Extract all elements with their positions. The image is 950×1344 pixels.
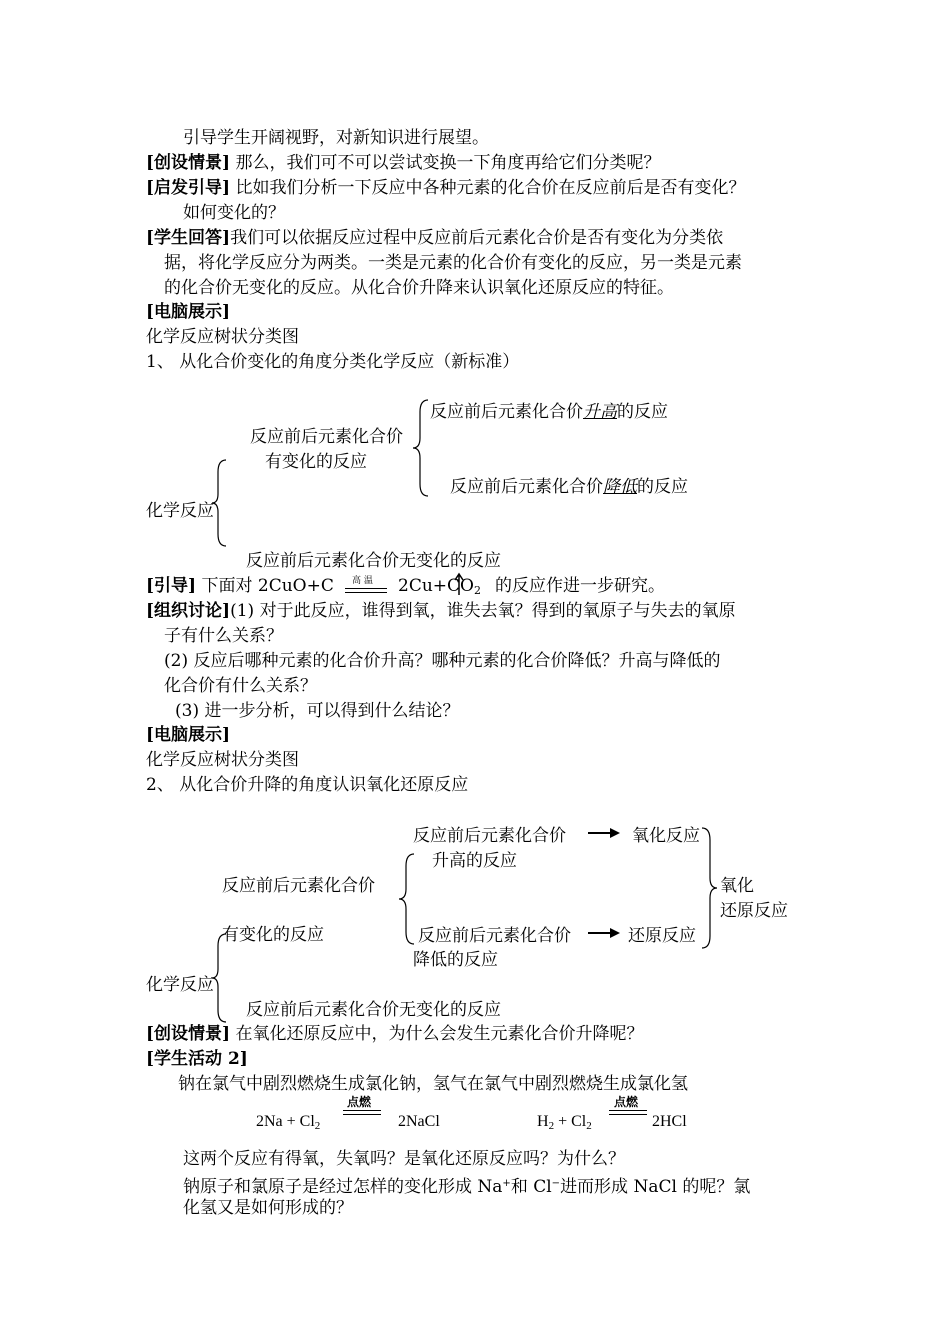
guide-question xyxy=(146,176,746,200)
equals-line xyxy=(345,588,387,589)
activity-question-3: 化氢又是如何形成的？ xyxy=(183,1198,353,1218)
discussion-q1: (1) 对于此反应，谁得到氧，谁失去氧？得到的氧原子与失去的氧原 xyxy=(230,601,736,621)
arrow-right-icon xyxy=(588,926,622,940)
guide-question-cont: 如何变化的？ xyxy=(183,203,285,223)
gas-arrow-icon xyxy=(454,572,464,596)
equals-line xyxy=(609,1110,647,1111)
tree1-changed-2: 有变化的反应 xyxy=(265,452,367,472)
equation-1-product: 2NaCl xyxy=(398,1113,440,1130)
q2-part-a: 钠原子和氯原子是经过怎样的变化形成 Na xyxy=(183,1177,503,1197)
scene-line xyxy=(146,151,661,175)
section-tag: [引导] xyxy=(146,576,197,596)
guide-tail: 的反应作进一步研究。 xyxy=(495,576,665,596)
brace-icon xyxy=(700,826,720,950)
q2-part-c: 进而形成 NaCl 的呢？氯 xyxy=(560,1177,751,1197)
tree2-down-2: 降低的反应 xyxy=(413,950,498,970)
tree1-root: 化学反应 xyxy=(146,501,214,521)
equation-2-h: H xyxy=(537,1113,549,1130)
tree1-changed: 反应前后元素化合价 xyxy=(250,427,403,447)
tree1-unchanged: 反应前后元素化合价无变化的反应 xyxy=(246,551,501,571)
section-tag: [组织讨论] xyxy=(146,601,231,621)
activity-question-2 xyxy=(183,1172,750,1199)
tree1-up xyxy=(430,400,668,424)
student-answer-text: 我们可以依据反应过程中反应前后元素化合价是否有变化为分类依 xyxy=(230,228,724,248)
guide-pre: 下面对 2CuO+C xyxy=(201,576,334,596)
subscript: 2 xyxy=(473,584,481,597)
brace-icon xyxy=(412,398,432,498)
equals-line xyxy=(343,1110,381,1111)
superscript: − xyxy=(551,1178,561,1189)
activity-question-1: 这两个反应有得氧，失氧吗？是氧化还原反应吗？为什么？ xyxy=(183,1149,625,1169)
tree2-unchanged: 反应前后元素化合价无变化的反应 xyxy=(246,1000,501,1020)
equals-line xyxy=(343,1114,381,1115)
section-tag: [启发引导] xyxy=(146,178,231,198)
intro-line: 引导学生开阔视野，对新知识进行展望。 xyxy=(183,128,489,148)
tree-title: 化学反应树状分类图 xyxy=(146,327,299,347)
tree2-changed: 反应前后元素化合价 xyxy=(222,876,375,896)
tree2-redox: 氧化 xyxy=(720,876,754,896)
tree2-down: 反应前后元素化合价 xyxy=(418,926,571,946)
tree2-title: 化学反应树状分类图 xyxy=(146,750,299,770)
equation-1-condition: 点燃 xyxy=(347,1095,372,1109)
section-tag: [学生活动 2] xyxy=(146,1049,248,1069)
tree2-up: 反应前后元素化合价 xyxy=(413,826,566,846)
tree1-down-a: 反应前后元素化合价 xyxy=(450,477,603,497)
tree2-redox-2: 还原反应 xyxy=(720,901,788,921)
section-tag: [创设情景] xyxy=(146,153,231,173)
guide-question-text: 比如我们分析一下反应中各种元素的化合价在反应前后是否有变化？ xyxy=(235,178,746,198)
equation-2-product: 2HCl xyxy=(652,1113,687,1130)
equals-line xyxy=(609,1114,647,1115)
discussion-line xyxy=(146,599,736,623)
student-answer-cont1: 据，将化学反应分为两类。一类是元素的化合价有变化的反应，另一类是元素 xyxy=(164,253,742,273)
equation-1-left xyxy=(256,1110,320,1138)
discussion-q1-cont: 子有什么关系？ xyxy=(164,626,283,646)
tree2-root: 化学反应 xyxy=(146,975,214,995)
tree1-down-b: 的反应 xyxy=(637,477,688,497)
student-answer-cont2: 的化合价无变化的反应。从化合价升降来认识氧化还原反应的特征。 xyxy=(164,278,674,298)
superscript: + xyxy=(502,1178,511,1189)
scene2-line xyxy=(146,1022,644,1046)
guide-product: 2Cu+CO xyxy=(398,576,474,596)
brace-icon xyxy=(212,932,232,1024)
section-tag: [电脑展示] xyxy=(146,302,231,322)
equation-2-condition: 点燃 xyxy=(614,1095,639,1109)
arrow-right-icon xyxy=(588,826,622,840)
discussion-q3: (3) 进一步分析，可以得到什么结论？ xyxy=(175,701,460,721)
tree1-up-b: 的反应 xyxy=(617,402,668,422)
equation-2-left xyxy=(537,1110,592,1138)
equation-2-cl: + Cl xyxy=(554,1113,587,1130)
q2-part-b: 和 Cl xyxy=(510,1177,552,1197)
activity-intro: 钠在氯气中剧烈燃烧生成氯化钠，氢气在氯气中剧烈燃烧生成氯化氢 xyxy=(178,1074,688,1094)
tree2-oxidation: 氧化反应 xyxy=(632,826,700,846)
section-tag: [电脑展示] xyxy=(146,725,231,745)
tree1-down-u: 降低 xyxy=(603,477,637,497)
scene2-text: 在氧化还原反应中，为什么会发生元素化合价升降呢？ xyxy=(235,1024,644,1044)
tree2-changed-2: 有变化的反应 xyxy=(222,925,324,945)
equals-line xyxy=(345,592,387,593)
reaction-condition: 高 温 xyxy=(352,576,373,586)
discussion-q2: (2) 反应后哪种元素的化合价升高？哪种元素的化合价降低？升高与降低的 xyxy=(164,651,721,671)
tree2-reduction: 还原反应 xyxy=(628,926,696,946)
section-tag: [创设情景] xyxy=(146,1024,231,1044)
tree1-down xyxy=(450,475,688,499)
tree-subtitle: 1、 从化合价变化的角度分类化学反应（新标准） xyxy=(146,352,520,372)
discussion-q2-cont: 化合价有什么关系？ xyxy=(164,676,317,696)
tree1-up-u: 升高 xyxy=(583,402,617,422)
guide-line xyxy=(146,574,334,598)
equation-1-reactants: 2Na + Cl xyxy=(256,1113,315,1130)
tree2-subtitle: 2、 从化合价升降的角度认识氧化还原反应 xyxy=(146,775,469,795)
tree2-up-2: 升高的反应 xyxy=(432,851,517,871)
brace-icon xyxy=(398,852,418,946)
scene-text: 那么，我们可不可以尝试变换一下角度再给它们分类呢？ xyxy=(235,153,661,173)
section-tag: [学生回答] xyxy=(146,228,231,248)
subscript: 2 xyxy=(548,1120,555,1132)
tree1-up-a: 反应前后元素化合价 xyxy=(430,402,583,422)
student-answer xyxy=(146,226,723,250)
brace-icon xyxy=(212,458,232,548)
subscript: 2 xyxy=(586,1120,592,1132)
subscript: 2 xyxy=(314,1120,321,1132)
